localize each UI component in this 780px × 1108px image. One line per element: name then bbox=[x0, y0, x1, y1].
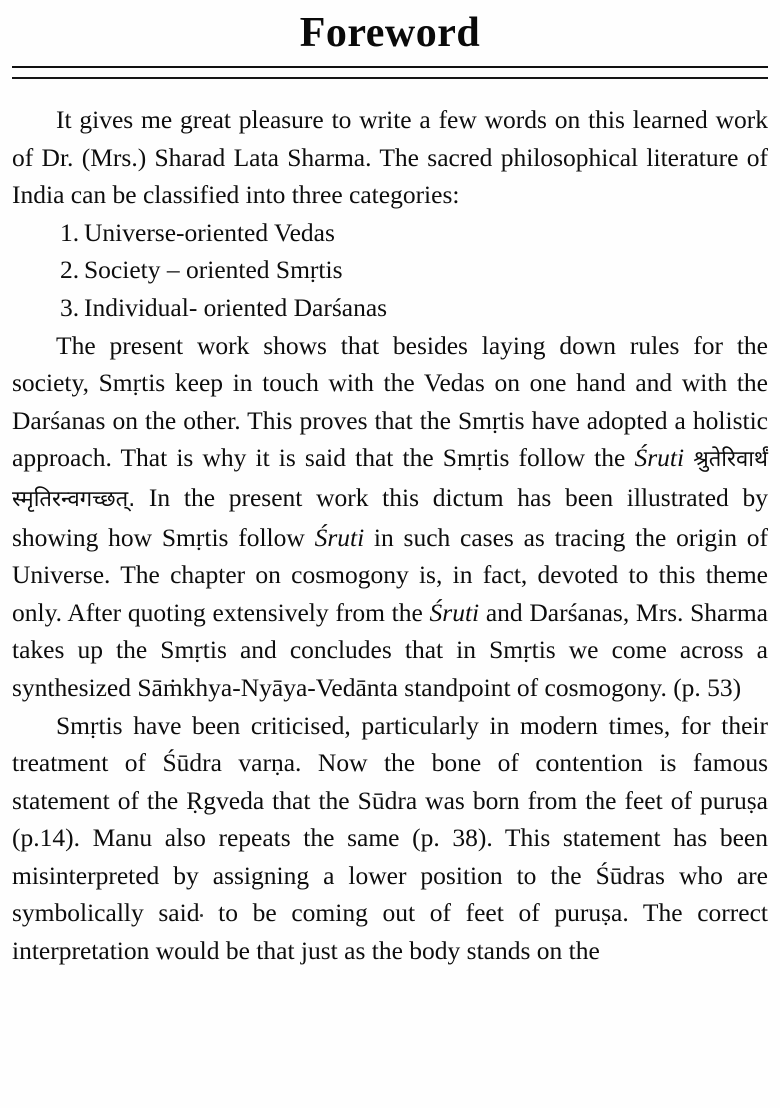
paragraph-segment: The present work shows that besides laying down rules for the society, Smṛtis keep in touch with the Vedas on one hand and with the Darśanas on the other. This proves that the Smṛtis have adopted a holistic approach. That is why it is said that the Smṛtis follow the bbox=[12, 330, 768, 473]
paragraph-segment: to be coming out of feet of puruṣa. The correct interpretation would be that just as the body stands on the bbox=[12, 898, 768, 966]
page-title: Foreword bbox=[299, 10, 481, 56]
list-item-number: 2. bbox=[60, 255, 80, 285]
title-divider bbox=[12, 66, 768, 79]
devanagari-quotation: श्रुतेरिवार्थं स्मृतिरन्वगच्छत्. bbox=[12, 447, 768, 512]
list-item-label: Universe-oriented Vedas bbox=[84, 217, 335, 247]
paragraph-segment: and Darśanas, Mrs. Sharma takes up the Smṛtis and concludes that in Smṛtis we come across a synthesized Sāṁkhya-Nyāya-Vedānta standpoint of cosmogony. (p. 53) bbox=[12, 597, 768, 702]
list-item-label: Society – oriented Smṛtis bbox=[84, 255, 343, 285]
list-item-number: 3. bbox=[60, 292, 80, 322]
paragraph-smrtis-follow-sruti bbox=[12, 327, 768, 707]
list-item bbox=[12, 214, 768, 252]
paragraph-sudra-varna bbox=[12, 707, 768, 970]
italic-term-sruti: Śruti bbox=[429, 597, 480, 627]
list-item-label: Individual- oriented Darśanas bbox=[84, 292, 388, 322]
italic-term-sruti: Śruti bbox=[634, 443, 685, 473]
divider-line-upper bbox=[12, 66, 768, 68]
list-item bbox=[12, 289, 768, 327]
categories-list bbox=[12, 214, 768, 327]
italic-term-sruti: Śruti bbox=[314, 522, 365, 552]
paragraph-intro: It gives me great pleasure to write a few words on this learned work of Dr. (Mrs.) Sharad Lata Sharma. The sacred philosophical literature of India can be classified into three categories: bbox=[12, 105, 768, 210]
list-item bbox=[12, 251, 768, 289]
paragraph-segment: Smṛtis have been criticised, particularly in modern times, for their treatment of Śūdra varṇa. Now the bone of contention is famous statement of the Ṛgveda that the Sūdra was born from the feet of puruṣa (p.14). Manu also repeats the same (p. 38). This statement has been misinterpreted by assigning a lower position to the Śūdras who are symbolically said bbox=[12, 710, 768, 928]
paragraph-segment: In the present work this dictum has been illustrated by showing how Smṛtis follow bbox=[12, 482, 768, 552]
list-item-number: 1. bbox=[60, 217, 80, 247]
paragraph-segment: in such cases as tracing the origin of Universe. The chapter on cosmogony is, in fact, devoted to this theme only. After quoting extensively from the bbox=[12, 522, 768, 627]
document-body bbox=[12, 79, 768, 970]
